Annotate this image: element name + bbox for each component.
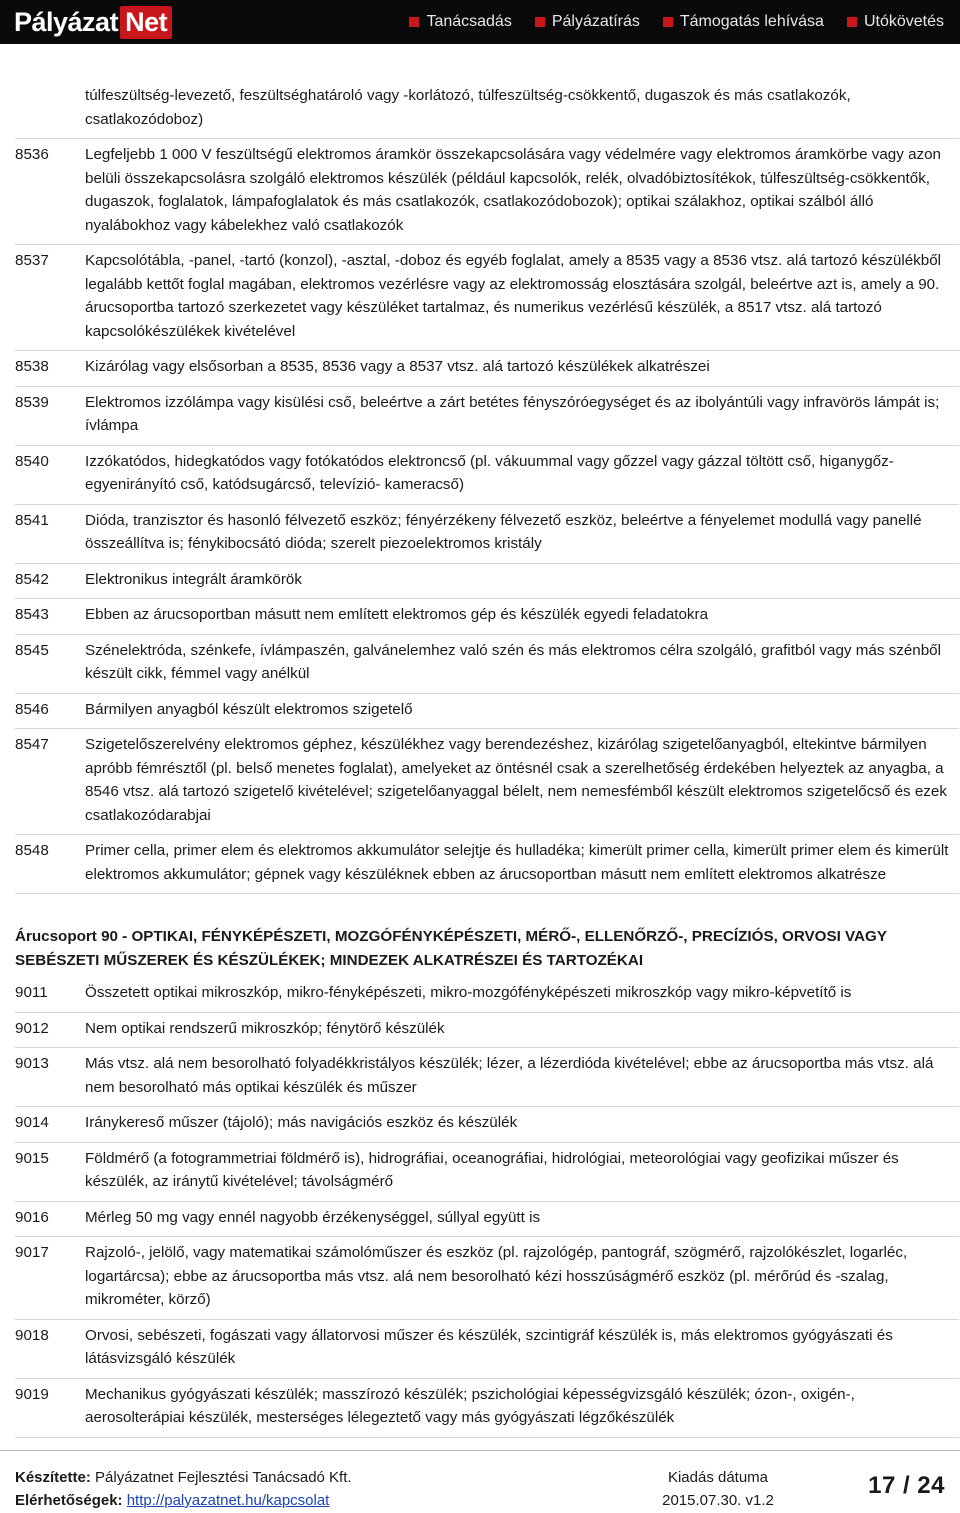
hs-description: Bármilyen anyagból készült elektromos szigetelő: [85, 700, 413, 718]
hs-description: Mérleg 50 mg vagy ennél nagyobb érzékenységgel, súllyal együtt is: [85, 1208, 541, 1226]
table-row: [15, 1321, 959, 1379]
hs-code: 8536: [15, 146, 49, 163]
hs-code: 8543: [15, 606, 49, 623]
footer-release: [653, 1466, 783, 1512]
nav-label: Támogatás lehívása: [679, 13, 824, 30]
page-footer: [15, 1466, 945, 1512]
hs-code: 9015: [15, 1149, 49, 1167]
nav-item-utokovetes[interactable]: [847, 13, 944, 31]
hs-description: Izzókatódos, hidegkatódos vagy fotókatódos elektroncső (pl. vákuummal vagy gőzzel vagy gázzal töltött cső, higanygőz-egyenirányító cső, katódsugárcső, televízió- kameracső): [85, 452, 894, 493]
nav-item-palyazatiras[interactable]: [535, 13, 640, 31]
table-row: [15, 978, 959, 1013]
hs-code: 9011: [15, 984, 48, 1001]
group-title-90: Árucsoport 90 - OPTIKAI, FÉNYKÉPÉSZETI, MOZGÓFÉNYKÉPÉSZETI, MÉRŐ-, ELLENŐRZŐ-, PRECÍZIÓS, ORVOSI VAGY SEBÉSZETI MŰSZEREK ÉS KÉSZÜLÉKEK; MINDEZEK ALKATRÉSZEI ÉS TARTOZÉKAI: [15, 928, 887, 969]
hs-code: 8539: [15, 393, 49, 411]
hs-code: 9018: [15, 1326, 49, 1344]
hs-description: Földmérő (a fotogrammetriai földmérő is), hidrográfiai, oceanográfiai, hidrológiai, meteorológiai vagy geofizikai műszer és készülék, az iránytű kivételével; távolságmérő: [85, 1149, 899, 1190]
hs-code: 9017: [15, 1244, 49, 1261]
table-row: [15, 565, 959, 600]
table-row: [15, 84, 959, 139]
hs-description: Ebben az árucsoportban másutt nem említett elektromos gép és készülék egyedi feladatokra: [85, 606, 709, 623]
logo-text-palyazat: Pályázat: [14, 6, 119, 37]
hs-description: Elektronikus integrált áramkörök: [85, 570, 302, 588]
nav-label: Pályázatírás: [551, 13, 640, 30]
page-number: 17 / 24: [868, 1472, 945, 1499]
square-bullet-icon: [847, 17, 857, 27]
hs-description: Kizárólag vagy elsősorban a 8535, 8536 vagy a 8537 vtsz. alá tartozó készülékek alkatrészei: [85, 358, 710, 375]
hs-code: 8538: [15, 358, 49, 375]
hs-description: Primer cella, primer elem és elektromos akkumulátor selejtje és hulladéka; kimerült primer cella, kimerült primer elem és kimerült elektromos akkumulátor; gépnek vagy készüléknek ebben az árucsoportban másutt nem említett elektromos alkatrésze: [85, 842, 949, 883]
hs-description: túlfeszültség-levezető, feszültséghatároló vagy -korlátozó, túlfeszültség-csökkentő, dugaszok és más csatlakozók, csatlakozódoboz): [85, 87, 851, 128]
hs-description: Rajzoló-, jelölő, vagy matematikai számolóműszer és eszköz (pl. rajzológép, pantográf, szögmérő, rajzolókészlet, logarléc, logartárcsa); ebbe az árucsoportba más vtsz. alá nem besorolható kézi hosszúságmérő eszköz (pl. mérőrúd és -szalag, mikrométer, körző): [85, 1244, 908, 1308]
hs-description: Nem optikai rendszerű mikroszkóp; fénytörő készülék: [85, 1019, 445, 1037]
table-row: [15, 1238, 959, 1320]
hs-description: Más vtsz. alá nem besorolható folyadékkristályos készülék; lézer, a lézerdióda kivételével; ebbe az árucsoportba más vtsz. alá nem besorolható más optikai készülék és műszer: [85, 1055, 934, 1096]
footer-divider: [0, 1450, 960, 1451]
table-row: [15, 1380, 959, 1438]
table-row: [15, 730, 959, 835]
table-row: [15, 506, 959, 564]
table-row: [15, 1144, 959, 1202]
hs-description: Mechanikus gyógyászati készülék; masszírozó készülék; pszichológiai képességvizsgáló készülék; ózon-, oxigén-, aerosolterápiai készülék, mesterséges lélegeztető vagy más gyógyászati légzőkészülék: [85, 1385, 855, 1426]
contact-link[interactable]: http://palyazatnet.hu/kapcsolat: [126, 1492, 330, 1509]
hs-code: 9012: [15, 1019, 49, 1037]
top-bar: [0, 0, 960, 44]
square-bullet-icon: [409, 17, 419, 27]
table-row: [15, 636, 959, 694]
hs-code: [15, 84, 85, 131]
made-by-line: [15, 1466, 352, 1489]
contact-line: [15, 1489, 352, 1512]
hs-description: Iránykereső műszer (tájoló); más navigációs eszköz és készülék: [85, 1114, 518, 1131]
hs-code: 8540: [15, 452, 49, 470]
hs-code: 9019: [15, 1385, 49, 1403]
hs-description: Kapcsolótábla, -panel, -tartó (konzol), -asztal, -doboz és egyéb foglalat, amely a 8535 vagy a 8536 vtsz. alá tartozó készülékből legalább kettőt foglal magában, elektromos vezérlésre vagy az elektromosság elosztására szolgál, beleértve azt is, amely a 90. árucsoportba tartozó szerkezetet vagy készüléket tartalmaz, és numerikus vezérlésű készülék, a 8517 vtsz. alá tartozó kapcsolókészülékek kivételével: [85, 252, 942, 340]
hs-code: 9013: [15, 1055, 49, 1072]
table-row: [15, 140, 959, 245]
hs-code: 8542: [15, 570, 49, 588]
release-date-value: 2015.07.30. v1.2: [662, 1492, 774, 1509]
nav-item-tamogatas-lehivasa[interactable]: [663, 13, 824, 31]
logo-text-net: Net: [120, 6, 172, 39]
table-row: [15, 246, 959, 351]
table-row: [15, 836, 959, 894]
hs-code: 8545: [15, 641, 49, 659]
hs-code: 8546: [15, 700, 49, 718]
hs-description: Legfeljebb 1 000 V feszültségű elektromos áramkör összekapcsolására vagy védelmére vagy elektromos áramkörbe vagy azon belüli összekapcsolásra szolgáló elektromos készülék (például kapcsolók, relék, olvadóbiztosítékok, túlfeszültség-csökkentők, dugaszok, foglalatok, lámpafoglalatok és más csatlakozók, csatlakozódobozok); optikai szálakhoz, optikai szálból álló nyalábokhoz vagy kábelekhez való csatlakozók: [85, 146, 942, 234]
hs-description: Dióda, tranzisztor és hasonló félvezető eszköz; fényérzékeny félvezető eszköz, beleértve a fényelemet modullá vagy panellé összeállítva is; fénykibocsátó dióda; szerelt piezoelektromos kristály: [85, 511, 922, 552]
code-table-85: [15, 84, 959, 894]
hs-code: 9014: [15, 1114, 49, 1131]
hs-description: Összetett optikai mikroszkóp, mikro-fényképészeti, mikro-mozgófényképészeti mikroszkóp vagy mikro-képvetítő is: [85, 984, 852, 1001]
hs-code: 8541: [15, 511, 49, 529]
square-bullet-icon: [535, 17, 545, 27]
code-table-90: [15, 978, 959, 1438]
made-by-value: Pályázatnet Fejlesztési Tanácsadó Kft.: [95, 1469, 352, 1486]
square-bullet-icon: [663, 17, 673, 27]
table-row: [15, 1049, 959, 1107]
hs-code: 8537: [15, 252, 49, 269]
footer-credits: [15, 1466, 352, 1512]
table-row: [15, 1014, 959, 1049]
table-row: [15, 600, 959, 635]
hs-code: 9016: [15, 1208, 49, 1226]
hs-description: Elektromos izzólámpa vagy kisülési cső, beleértve a zárt betétes fényszóróegységet és az ibolyántúli vagy infravörös lámpát is; ívlámpa: [85, 393, 940, 434]
hs-description: Szénelektróda, szénkefe, ívlámpaszén, galvánelemhez való szén és más elektromos célra szolgáló, grafitból vagy más szénből készült cikk, fémmel vagy anélkül: [85, 641, 941, 682]
table-row: [15, 388, 959, 446]
nav-label: Tanácsadás: [426, 13, 512, 30]
table-row: [15, 1203, 959, 1238]
table-row: [15, 695, 959, 730]
made-by-label: Készítette:: [15, 1469, 91, 1486]
hs-description: Szigetelőszerelvény elektromos géphez, készülékhez vagy berendezéshez, kizárólag szigetelőanyagból, eltekintve bármilyen apróbb fémrésztől (pl. belső menetes foglalat), amelyeket az öntésnél csak a szerelhetőség érdekében helyeztek az anyagba, a 8546 vtsz. alá tartozó szigetelő kivételével; szigetelőanyaggal bélelt, nem nemesfémből készült elektromos szigetelőcső és ezek csatlakozódarabjai: [85, 736, 947, 824]
site-logo[interactable]: [14, 3, 172, 41]
table-row: [15, 1108, 959, 1143]
contact-label: Elérhetőségek:: [15, 1492, 123, 1509]
release-date-label: Kiadás dátuma: [667, 1469, 769, 1486]
hs-description: Orvosi, sebészeti, fogászati vagy állatorvosi műszer és készülék, szcintigráf készülék is, más elektromos gyógyászati és látásvizsgáló készülék: [85, 1326, 893, 1367]
nav-item-tanacsadas[interactable]: [409, 13, 511, 31]
hs-code: 8547: [15, 736, 49, 753]
nav-label: Utókövetés: [863, 13, 944, 30]
document-content: [15, 84, 959, 1439]
table-row: [15, 352, 959, 387]
main-nav: [386, 0, 944, 44]
hs-code: 8548: [15, 842, 49, 859]
table-row: [15, 447, 959, 505]
